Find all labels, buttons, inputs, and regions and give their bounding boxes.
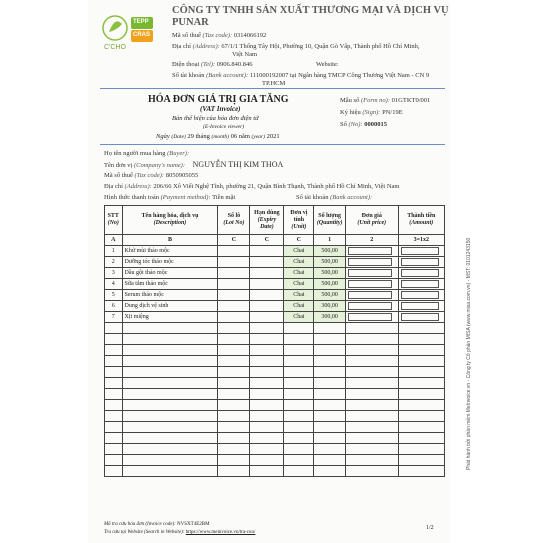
invoice-sign: Ký hiệu (Sign): PN/19E [340,109,403,116]
table-letter-row: A B C C C 1 2 3=1x2 [105,235,445,246]
page-number: 1/2 [426,525,434,531]
unit-price-box [348,291,392,299]
seller-account-line2: TP.HCM [262,80,286,87]
table-row [105,301,445,312]
seller-website: Website: [316,61,339,68]
amount-box [401,302,439,310]
row-quantity: 500,00 [314,290,346,301]
seller-tax: Mã số thuế (Tax code): 0314066192 [172,32,267,39]
company-logo [100,10,158,60]
row-unit: Chai [284,257,314,268]
table-row [105,433,445,444]
buyer-address: Địa chỉ (Address): 206/66 Xô Viết Nghệ Tĩnh, phường 21, Quận Bình Thạnh, Thành phố Hồ Chí Minh, Việt Nam [104,183,400,190]
row-unit: Chai [284,312,314,323]
row-description: Sữa tắm thảo mộc [122,279,218,290]
lookup-code: Mã tra cứu hóa đơn (Invoice code): NVSXT4E2BM [104,522,210,527]
unit-price-box [348,280,392,288]
lookup-site: Tra cứu tại Website (Search in Website): https://www.meinvoice.vn/tra-cuu/ [104,530,256,535]
table-row [105,389,445,400]
table-row [105,290,445,301]
buyer-account: Số tài khoản (Bank account): [296,194,373,201]
row-description: Dưỡng tóc thảo mộc [122,257,218,268]
row-no: 7 [105,312,123,323]
invoice-title: HÓA ĐƠN GIÁ TRỊ GIA TĂNG [148,94,289,105]
row-quantity: 500,00 [314,268,346,279]
row-description: Khử mùi thảo mộc [122,246,218,257]
amount-box [401,280,439,288]
items-table [104,205,445,477]
row-unit: Chai [284,301,314,312]
buyer-tax: Mã số thuế (Tax code): 8050905055 [104,172,199,179]
row-no: 5 [105,290,123,301]
row-no: 3 [105,268,123,279]
lookup-site-link[interactable]: https://www.meinvoice.vn/tra-cuu/ [185,530,256,535]
seller-account: Số tài khoản (Bank account): 111000192007 tại Ngân hàng TMCP Công Thương Việt Nam - CN 9 [172,72,430,79]
seller-phone: Điện thoại (Tel): 0906.840.846 [172,61,253,68]
logo-badge-bottom: CRAS [133,32,151,38]
unit-price-box [348,313,392,321]
header-divider [100,88,445,89]
table-row [105,466,445,477]
table-row [105,246,445,257]
row-unit: Chai [284,246,314,257]
table-row [105,257,445,268]
table-row [105,411,445,422]
row-unit: Chai [284,279,314,290]
form-number: Mẫu số (Form no): 01GTKT0/001 [340,97,431,104]
amount-box [401,291,439,299]
table-row [105,345,445,356]
table-row [105,444,445,455]
row-description: Dầu gội thảo mộc [122,268,218,279]
row-no: 4 [105,279,123,290]
logo-badge-top: TEPP [133,19,149,25]
row-quantity: 500,00 [314,246,346,257]
buyer-name: Họ tên người mua hàng (Buyer): [104,150,190,157]
amount-box [401,247,439,255]
logo-brand: C'CHO [104,44,126,51]
row-unit: Chai [284,268,314,279]
date-day: 29 [187,133,194,140]
unit-price-box [348,302,392,310]
seller-address: Địa chỉ (Address): 67/1/1 Thống Tây Hội, Phường 10, Quận Gò Vấp, Thành phố Hồ Chí Minh, [172,43,420,50]
table-row [105,455,445,466]
table-row [105,279,445,290]
publisher-note: Phát hành bởi phần mềm MeInvoice.vn - Công ty Cổ phần MISA (www.misa.com.vn) - MST: 0101243150 [466,237,472,470]
date-year: 2021 [266,133,280,140]
table-row [105,378,445,389]
table-header-row: STT (No) Tên hàng hóa, dịch vụ (Description) Số lô (Lot No) Hạn dùng (Expiry Date) Đơn vị tính (Unit) Số lượng (Quantity) Đơn giá (Unit price) Thành tiền (Amount) [105,206,445,235]
row-quantity: 500,00 [314,257,346,268]
invoice-title-en: (VAT Invoice) [200,105,241,113]
row-description: Dung dịch vệ sinh [122,301,218,312]
invoice-subtitle-en: (E-Invoice viewer) [203,124,245,130]
unit-price-box [348,269,392,277]
seller-tax-value: 0314066192 [233,32,267,39]
row-quantity: 500,00 [314,279,346,290]
row-no: 1 [105,246,123,257]
table-row [105,356,445,367]
table-row [105,422,445,433]
row-unit: Chai [284,290,314,301]
table-row [105,400,445,411]
amount-box [401,313,439,321]
row-quantity: 300,00 [314,312,346,323]
date-month: 06 [230,133,238,140]
table-row [105,268,445,279]
table-row [105,312,445,323]
company-name: CÔNG TY TNHH SẢN XUẤT THƯƠNG MẠI VÀ DỊCH VỤ PUNAR [172,5,449,28]
title-divider [100,144,445,145]
buyer-company: Tên đơn vị (Company's name): NGUYỄN THỊ KIM THOA [104,160,284,169]
row-no: 6 [105,301,123,312]
invoice-subtitle: Bản thể hiện của hóa đơn điện tử [172,115,259,122]
buyer-payment: Hình thức thanh toán (Payment method): Tiền mặt [104,194,236,201]
invoice-date: Ngày (Date) 29 tháng (month) 06 năm (year) 2021 [156,133,280,140]
row-no: 2 [105,257,123,268]
unit-price-box [348,258,392,266]
table-row [105,367,445,378]
amount-box [401,269,439,277]
amount-box [401,258,439,266]
table-row [105,323,445,334]
buyer-company-value: NGUYỄN THỊ KIM THOA [192,160,284,169]
invoice-number: Số (No): 0000015 [340,121,387,128]
table-row [105,334,445,345]
row-quantity: 300,00 [314,301,346,312]
row-description: Serum thảo mộc [122,290,218,301]
seller-address-line2: Việt Nam [232,51,258,58]
row-description: Xịt miệng [122,312,218,323]
unit-price-box [348,247,392,255]
